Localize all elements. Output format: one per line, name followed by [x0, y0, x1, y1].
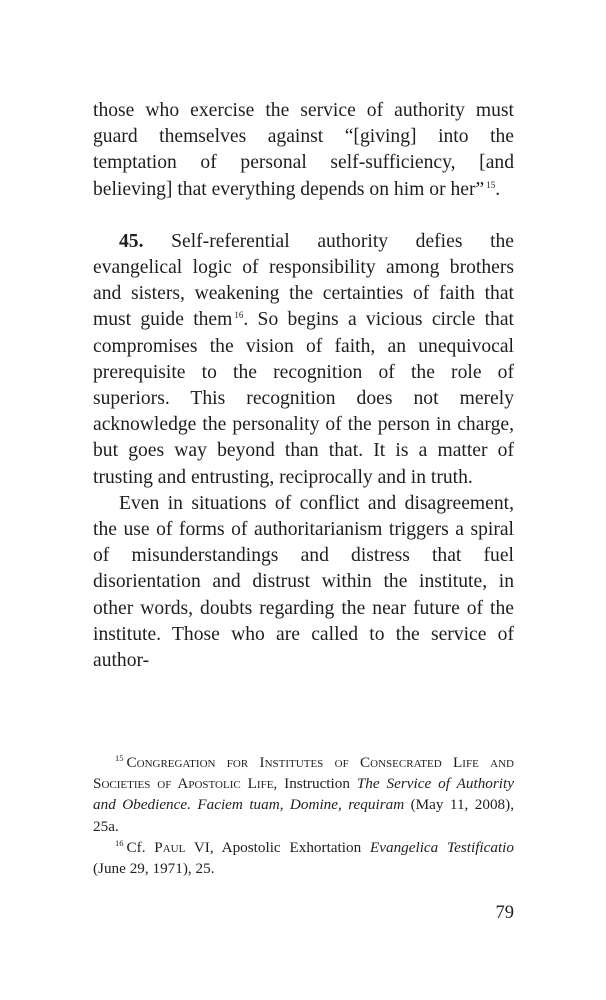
footnote-text: , Apostolic Exhortation	[209, 838, 370, 856]
footnote-text: (June 29, 1971), 25.	[93, 860, 215, 878]
footnote-16	[93, 837, 514, 879]
footnote-author: Congregation for Institutes of Consecrated Life and Societies of Apostolic Life	[93, 754, 514, 793]
paragraph-end: .	[495, 178, 501, 200]
section-number: 45.	[119, 230, 144, 252]
page-number: 79	[495, 903, 514, 923]
paragraph-continuation	[93, 98, 514, 203]
footnote-ref-15[interactable]: 15	[486, 179, 496, 190]
paragraph-section-45	[93, 229, 514, 491]
footnote-title: The Service of Authority and Obedience. Faciem tuam, Domine, requiram	[93, 775, 514, 814]
paragraph-conflict	[93, 491, 514, 674]
page-body	[93, 98, 514, 674]
main-text	[93, 98, 514, 674]
paragraph-text: Even in situations of conflict and disagreement, the use of forms of authoritarianism triggers a spiral of misunderstandings and distress that fuel disorientation and distrust within the institute, in other words, doubts regarding the near future of the institute. Those who are called to the service of author-	[93, 492, 514, 672]
footnote-author: Paul VI	[154, 838, 210, 856]
footnote-number: 16	[115, 837, 124, 848]
paragraph-text: Self-referential authority defies the evangelical logic of responsibility among brothers and sisters, weakening the certainties of faith that must guide them	[93, 230, 515, 331]
footnote-number: 15	[115, 753, 124, 763]
footnote-ref-16[interactable]: 16	[234, 310, 244, 321]
footnote-text: , Instruction	[273, 775, 357, 793]
footnotes	[93, 752, 514, 879]
paragraph-text-continued: . So begins a vicious circle that compromises the vision of faith, an unequivocal prerequisite to the recognition of the role of superiors. This recognition does not merely acknowledge the personality of the person in charge, but goes way beyond than that. It is a matter of trusting and entrusting, reciprocally and in truth.	[93, 309, 514, 488]
footnote-text: (May 11, 2008), 25a.	[93, 796, 514, 835]
paragraph-text: those who exercise the service of authority must guard themselves against “[giving] into the temptation of personal self-sufficiency, [and believing] that everything depends on him or her”	[93, 100, 514, 200]
footnote-15	[93, 752, 514, 837]
footnote-title: Evangelica Testificatio	[369, 838, 514, 856]
footnote-prefix: Cf.	[126, 838, 155, 856]
